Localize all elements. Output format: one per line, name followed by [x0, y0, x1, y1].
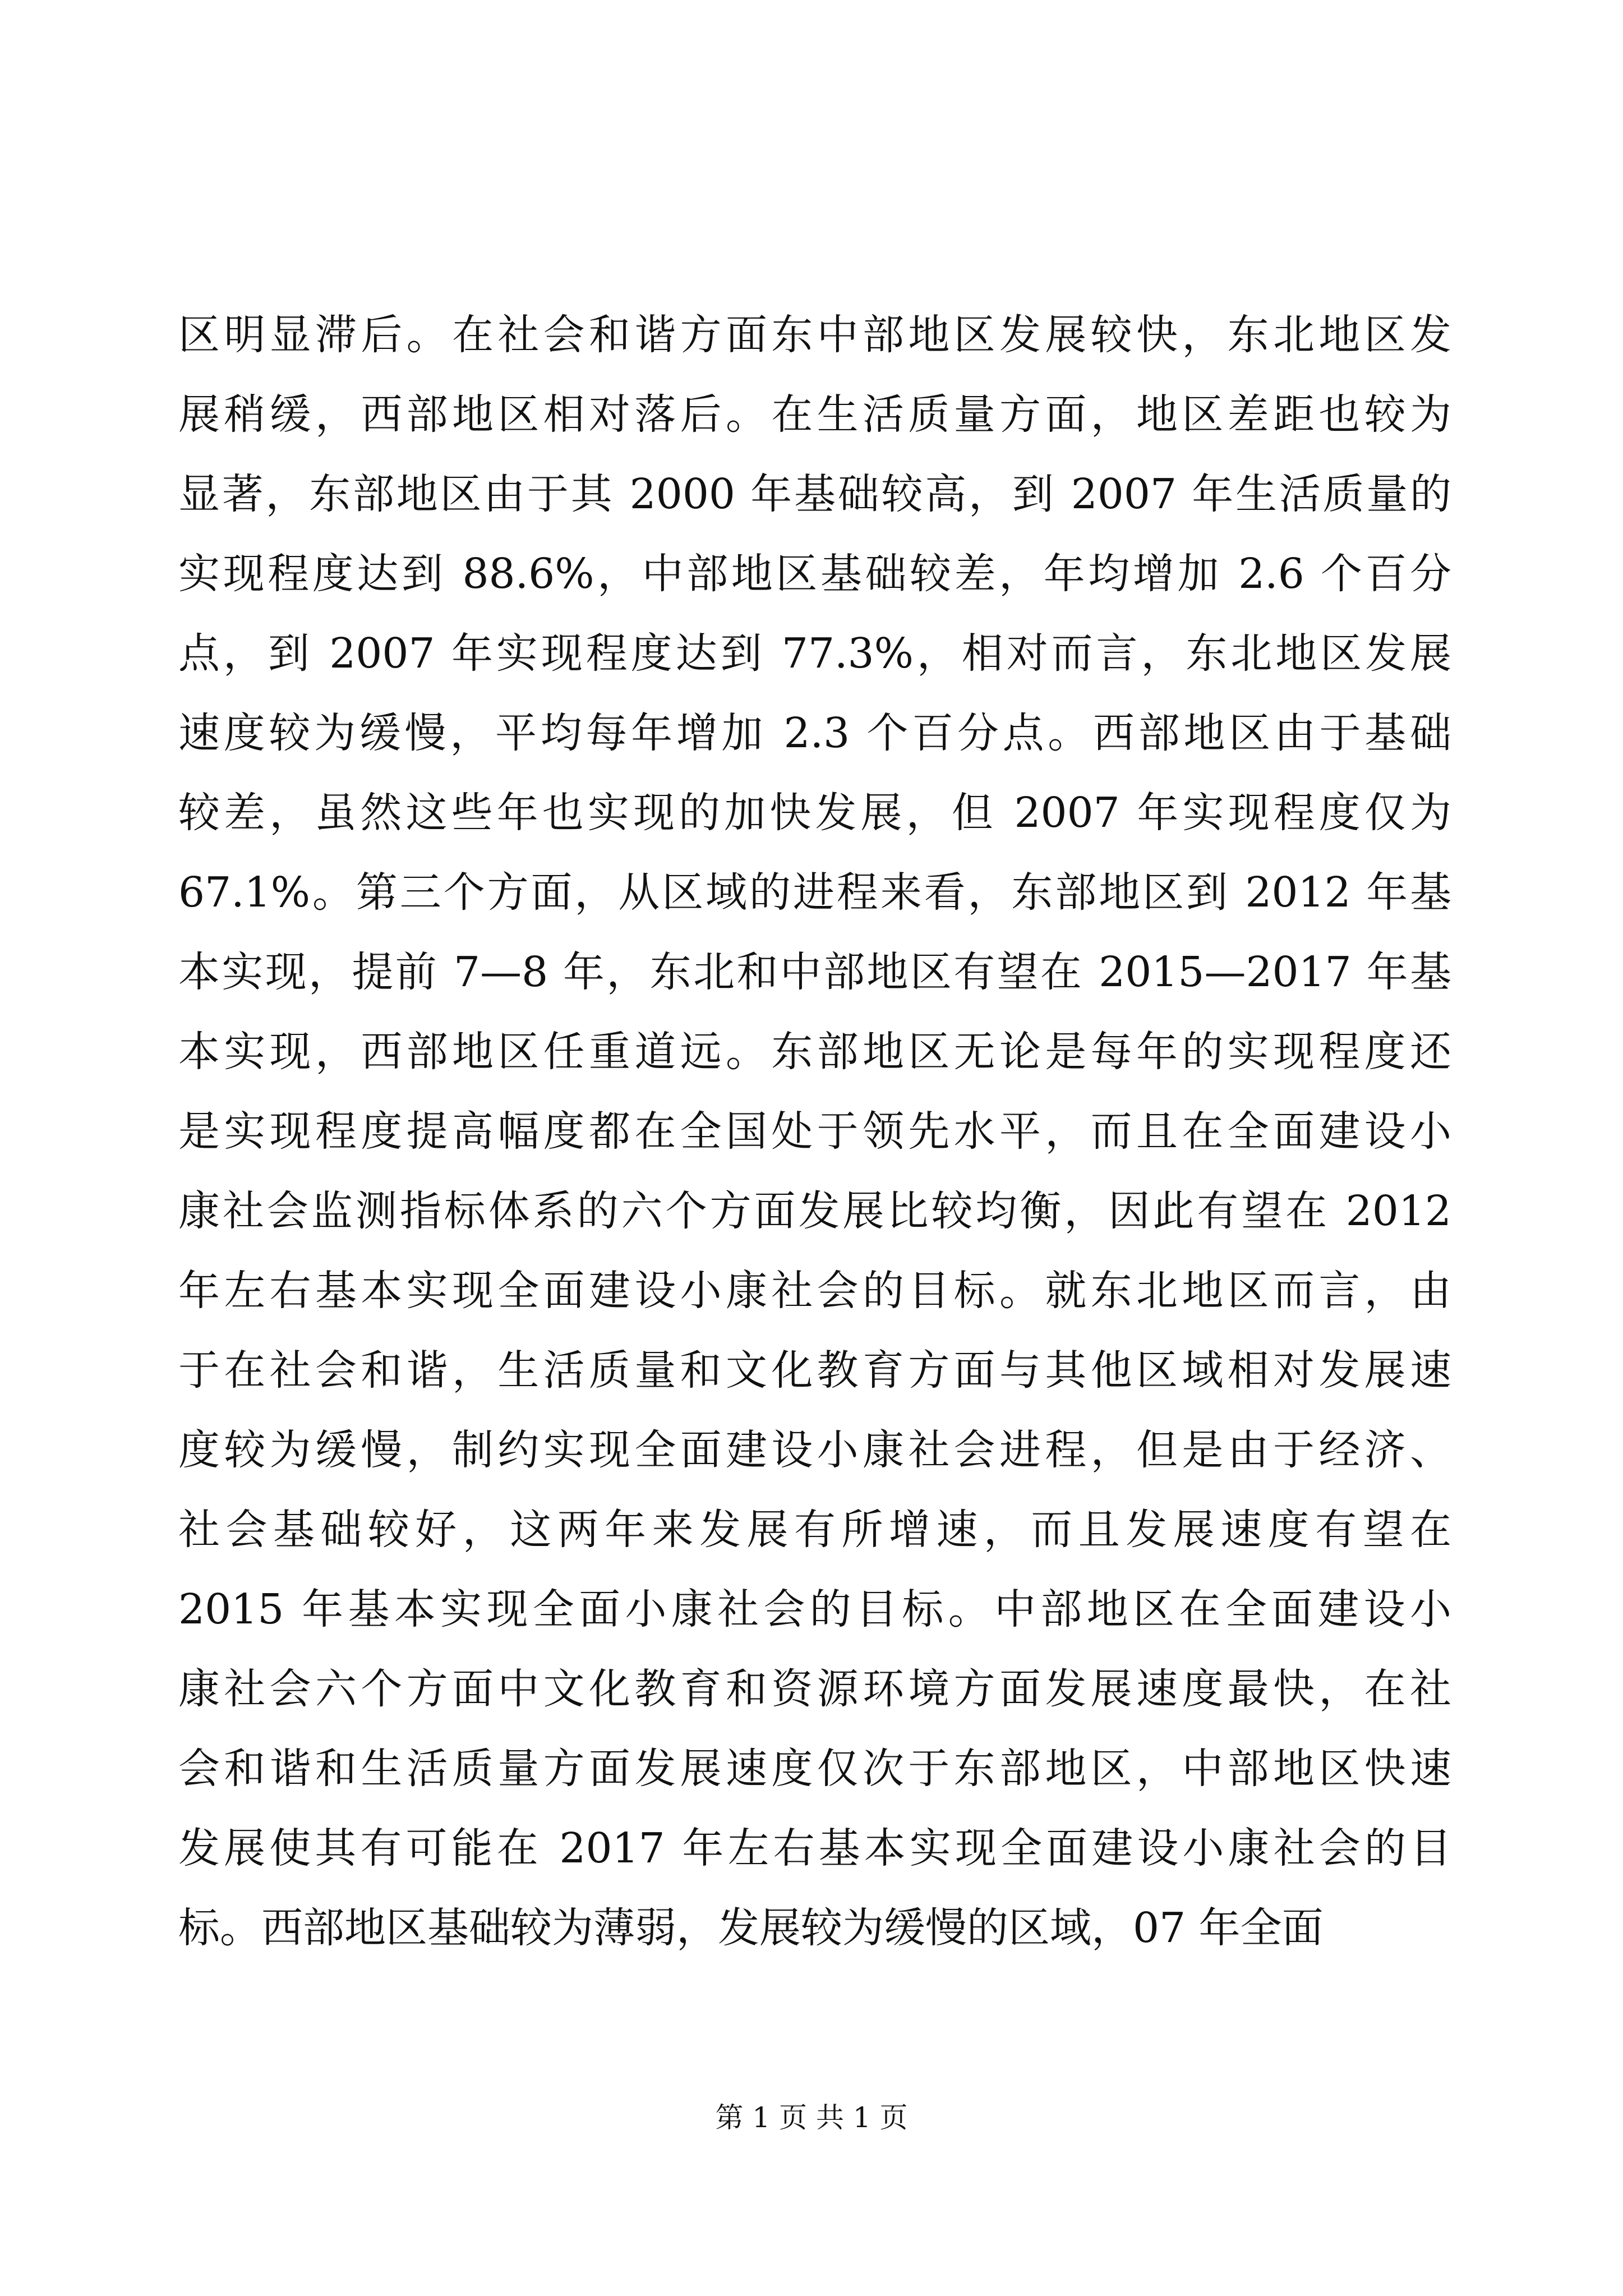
text-line-3: 显著，东部地区由于其 2000 年基础较高，到 2007 年生活质量的: [178, 470, 1451, 518]
text-line-12: 康社会监测指标体系的六个方面发展比较均衡，因此有望在 2012: [178, 1187, 1451, 1235]
text-line-8: 67.1%。第三个方面，从区域的进程来看，东部地区到 2012 年基: [178, 868, 1451, 917]
text-line-21: 标。西部地区基础较为薄弱，发展较为缓慢的区域，07 年全面: [178, 1904, 1324, 1952]
text-line-19: 会和谐和生活质量方面发展速度仅次于东部地区，中部地区快速: [178, 1745, 1451, 1793]
text-line-14: 于在社会和谐，生活质量和文化教育方面与其他区域相对发展速: [178, 1346, 1451, 1395]
page-footer: 第 1 页 共 1 页: [715, 2101, 908, 2134]
body-text: [178, 295, 1451, 1968]
text-line-7: 较差，虽然这些年也实现的加快发展，但 2007 年实现程度仅为: [178, 789, 1451, 837]
text-line-15: 度较为缓慢，制约实现全面建设小康社会进程，但是由于经济、: [178, 1426, 1451, 1474]
text-line-4: 实现程度达到 88.6%，中部地区基础较差，年均增加 2.6 个百分: [178, 550, 1451, 598]
text-line-10: 本实现，西部地区任重道远。东部地区无论是每年的实现程度还: [178, 1028, 1451, 1076]
text-line-6: 速度较为缓慢，平均每年增加 2.3 个百分点。西部地区由于基础: [178, 709, 1451, 757]
text-line-17: 2015 年基本实现全面小康社会的目标。中部地区在全面建设小: [178, 1585, 1451, 1634]
text-line-5: 点，到 2007 年实现程度达到 77.3%，相对而言，东北地区发展: [178, 629, 1451, 678]
text-line-20: 发展使其有可能在 2017 年左右基本实现全面建设小康社会的目: [178, 1824, 1451, 1872]
text-line-2: 展稍缓，西部地区相对落后。在生活质量方面，地区差距也较为: [178, 390, 1451, 439]
text-line-13: 年左右基本实现全面建设小康社会的目标。就东北地区而言，由: [178, 1267, 1451, 1315]
text-line-1: 区明显滞后。在社会和谐方面东中部地区发展较快，东北地区发: [178, 311, 1451, 359]
text-line-18: 康社会六个方面中文化教育和资源环境方面发展速度最快，在社: [178, 1665, 1451, 1713]
text-line-16: 社会基础较好，这两年来发展有所增速，而且发展速度有望在: [178, 1506, 1451, 1554]
text-line-9: 本实现，提前 7—8 年，东北和中部地区有望在 2015—2017 年基: [178, 948, 1451, 996]
text-line-11: 是实现程度提高幅度都在全国处于领先水平，而且在全面建设小: [178, 1107, 1451, 1156]
